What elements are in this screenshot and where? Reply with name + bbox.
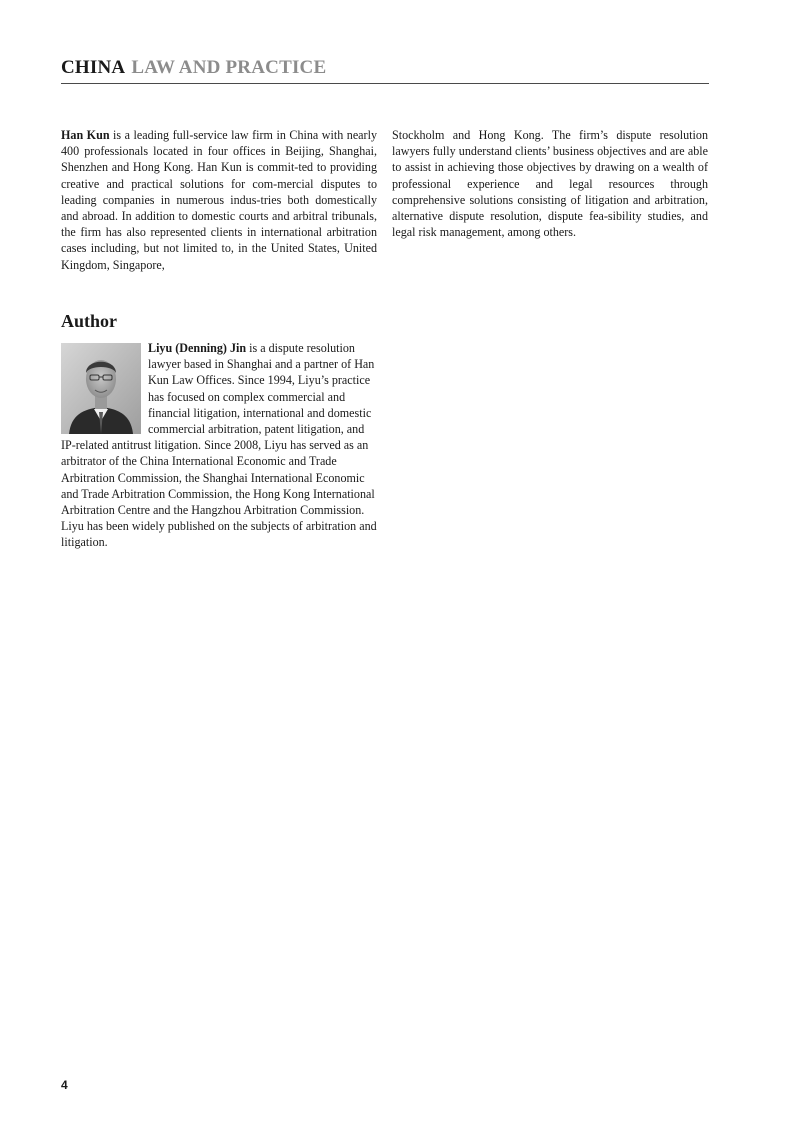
firm-profile-right-column bbox=[392, 127, 708, 240]
author-block bbox=[61, 340, 377, 551]
running-header bbox=[61, 57, 709, 84]
firm-profile-paragraph-start bbox=[61, 127, 377, 273]
author-heading: Author bbox=[61, 311, 118, 331]
author-name: Liyu (Denning) Jin bbox=[148, 341, 247, 355]
firm-profile-left-column bbox=[61, 127, 377, 273]
author-portrait-image bbox=[61, 343, 141, 434]
firm-profile-left-text: is a leading full-service law firm in China with nearly 400 professionals located in four offices in Beijing, Shanghai, Shenzhen and Hong Kong. Han Kun is commit-ted to providing creative and practical solutions for com-mercial disputes to leading companies in numerous indus-tries both domestically and abroad. In addition to domestic courts and arbitral tribunals, the firm has also represented clients in international arbitration cases including, but not limited to, in the United States, United Kingdom, Singapore, bbox=[61, 128, 377, 272]
page-number: 4 bbox=[61, 1078, 68, 1092]
header-subtitle: LAW AND PRACTICE bbox=[131, 57, 327, 78]
header-country: CHINA bbox=[61, 57, 126, 78]
firm-profile-right-text: Stockholm and Hong Kong. The firm’s dispute resolution lawyers fully understand clients’ business objectives and are able to assist in achieving those objectives by drawing on a wealth of professional experience and legal resources through comprehensive solutions consisting of litigation and arbitration, alternative dispute resolution, dispute fea-sibility studies, and legal risk management, among others. bbox=[392, 128, 708, 240]
author-portrait bbox=[61, 343, 141, 434]
firm-name: Han Kun bbox=[61, 128, 110, 142]
author-bio-text: is a dispute resolution lawyer based in Shanghai and a partner of Han Kun Law Offices. Since 1994, Liyu’s practice has focused on complex commercial and financial litigation, international and domestic commercial arbitration, patent litigation, and IP-related antitrust litigation. Since 2008, Liyu has served as an arbitrator of the China International Economic and Trade Arbitration Commission, the Shanghai International Economic and Trade Arbitration Commission, the Hong Kong International Arbitration Centre and the Hangzhou Arbitration Commission. Liyu has been widely published on the subjects of arbitration and litigation. bbox=[61, 341, 377, 550]
